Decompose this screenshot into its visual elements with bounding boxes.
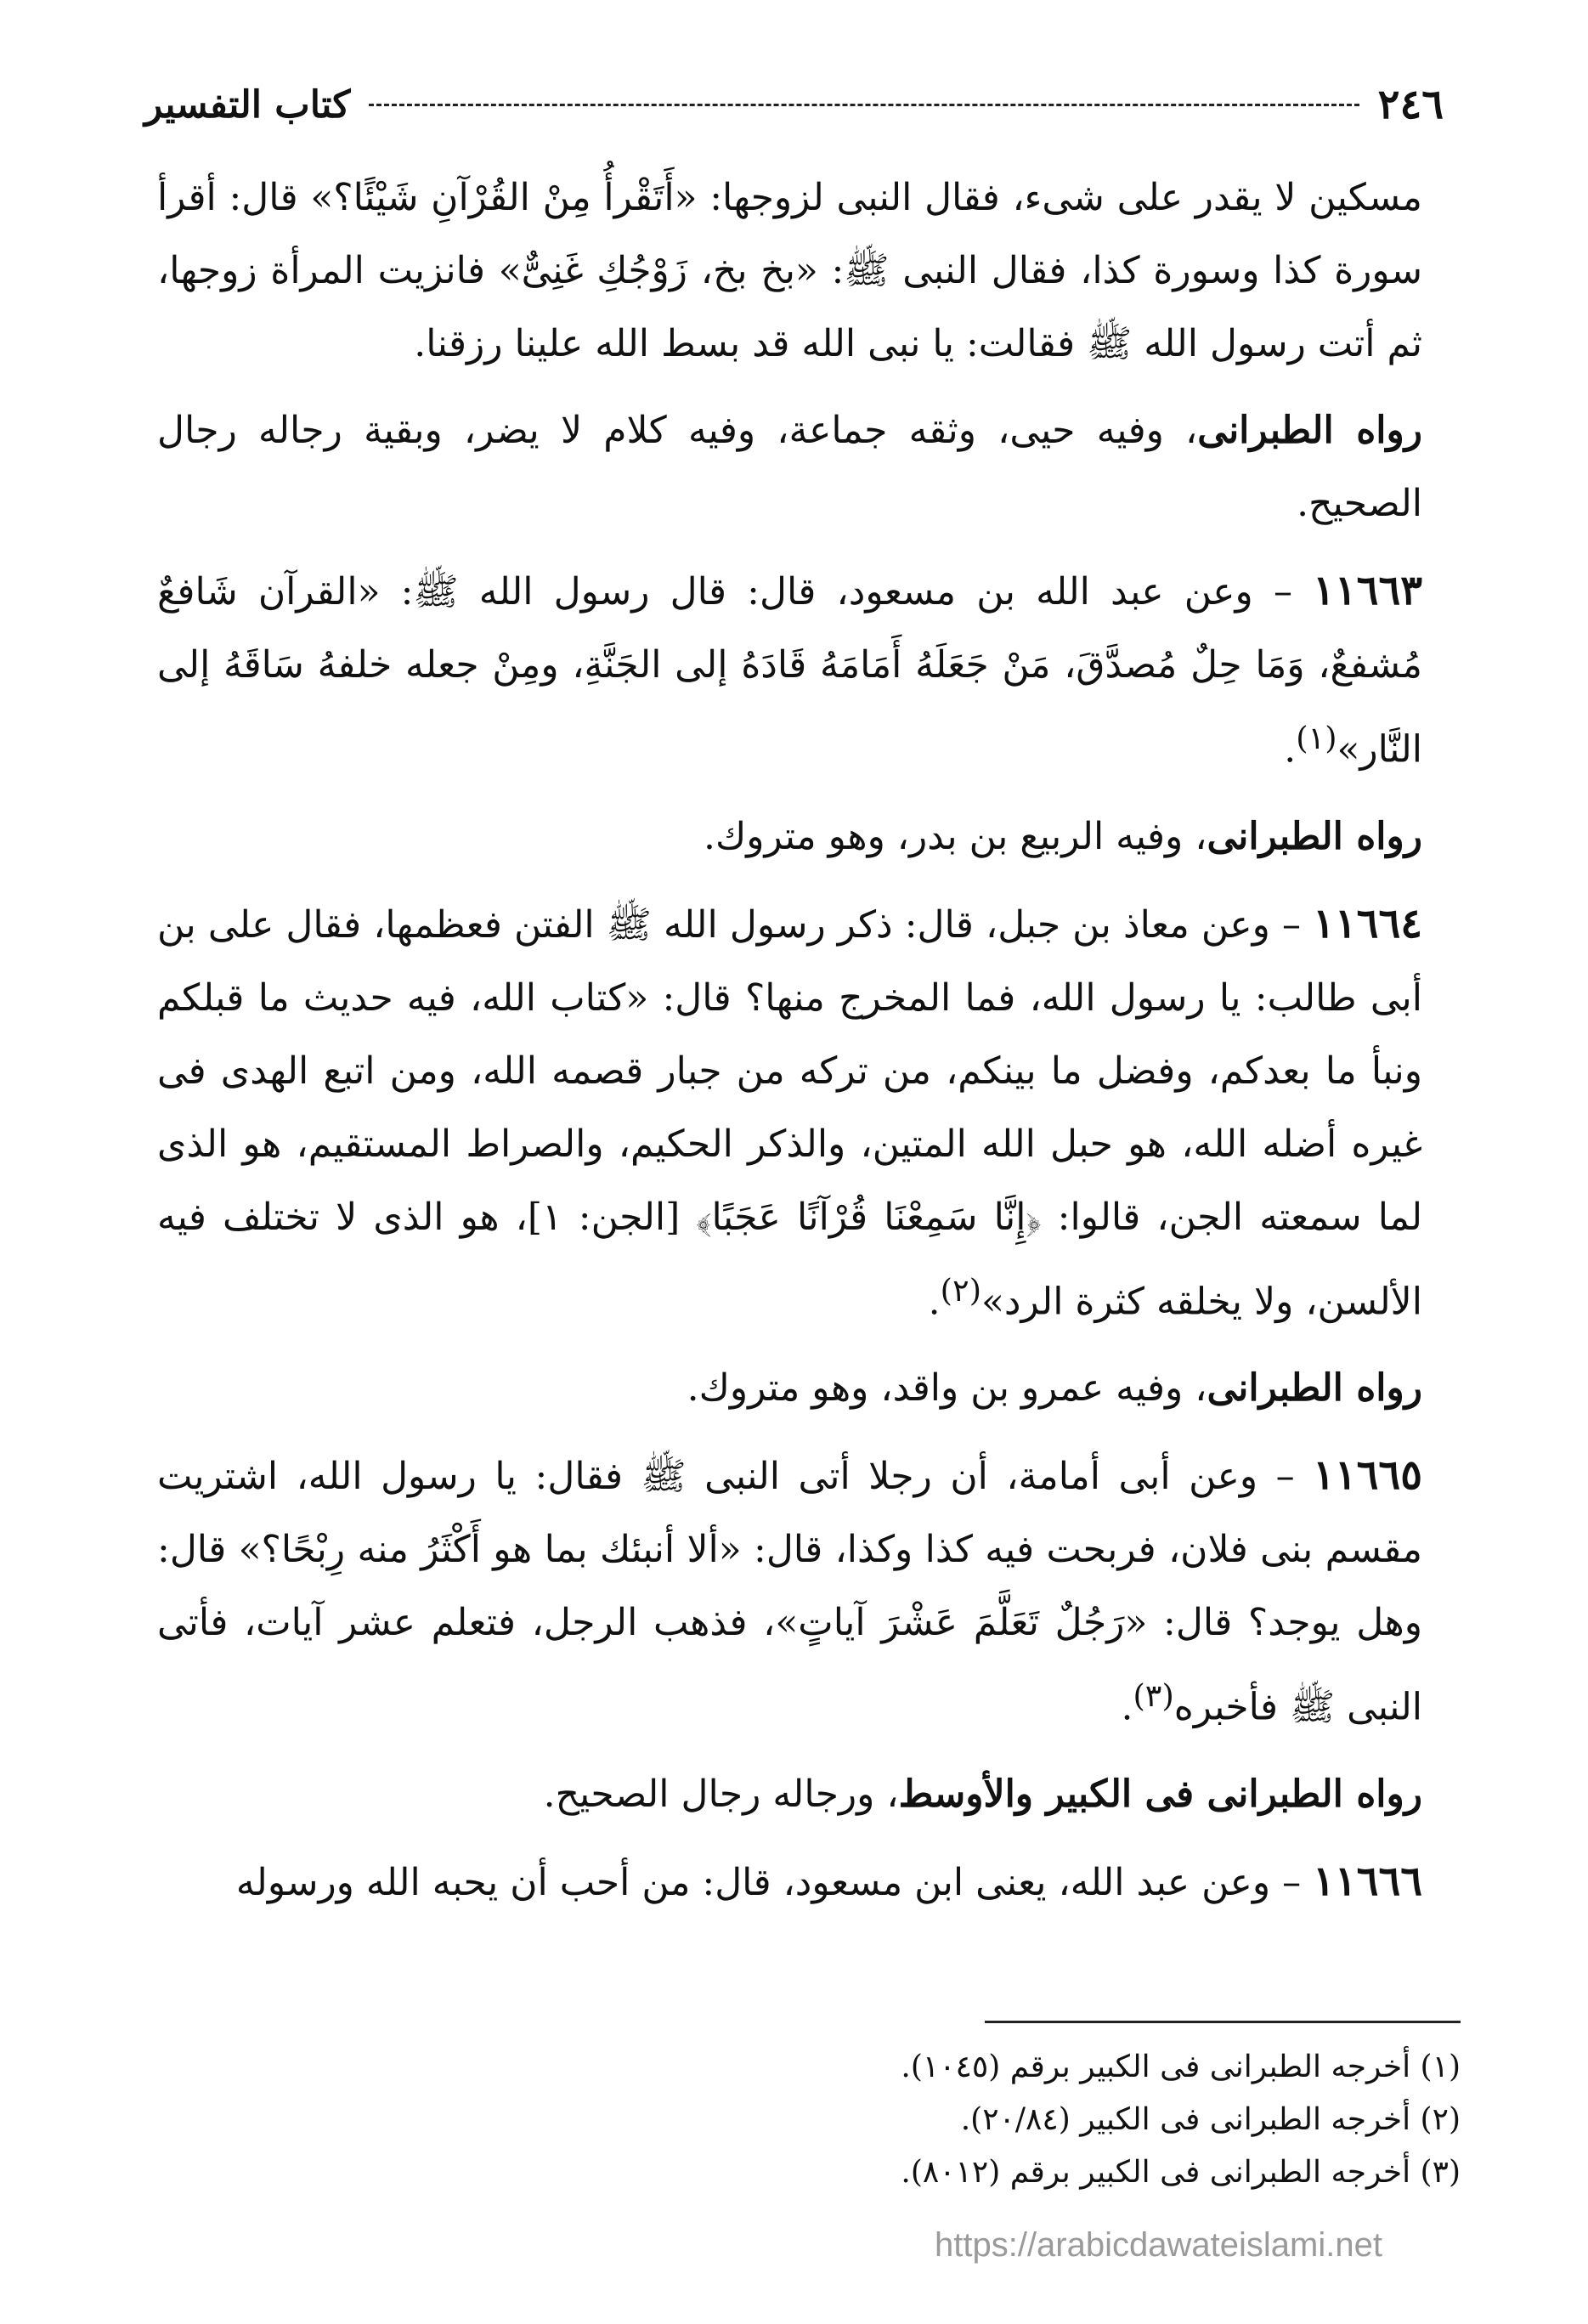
book-title: كتاب التفسير	[144, 82, 351, 127]
footnote-ref: (٢)	[940, 1271, 981, 1309]
watermark-url: https://arabicdawateislami.net	[935, 2226, 1382, 2264]
hadith-text: – وعن عبد الله، يعنى ابن مسعود، قال: من أحب أن يحبه الله ورسوله	[235, 1860, 1302, 1904]
footnote-ref: (٣)	[1133, 1677, 1174, 1715]
narrator-label: رواه الطبرانى	[1197, 409, 1423, 452]
narration-text: ، وفيه الربيع بن بدر، وهو متروك.	[704, 814, 1207, 858]
hadith-entry: ١١٦٦٣ – وعن عبد الله بن مسعود، قال: قال رسول الله ﷺ: «القرآن شَافعٌ مُشفعٌ، وَمَا حِلٌ مُصدَّقَ، مَنْ جَعَلَهُ أَمَامَهُ قَادَهُ إلى الجَنَّةِ، ومِنْ جعله خلفهُ سَاقَهُ إلى النَّار»$^{(١)}$.	[157, 567, 1422, 772]
footnote: (٢) أخرجه الطبرانى فى الكبير (٢٠/٨٤).	[960, 2102, 1461, 2137]
footnotes	[425, 2041, 1461, 2199]
narration-note	[157, 1758, 1422, 1831]
narration-note	[157, 1352, 1422, 1425]
page-number: ٢٤٦	[1377, 81, 1444, 128]
hadith-entry	[157, 1845, 1422, 1920]
narration-note	[157, 394, 1422, 540]
hadith-number: ١١٦٦٦	[1313, 1857, 1422, 1905]
narration-text: ، ورجاله رجال الصحيح.	[543, 1772, 899, 1816]
page-body	[157, 161, 1422, 1933]
narration-text: ، وفيه حيى، وثقه جماعة، وفيه كلام لا يضر، وبقية رجاله رجال الصحيح.	[157, 409, 1422, 525]
hadith-text: – وعن معاذ بن جبل، قال: ذكر رسول الله ﷺ الفتن فعظمها، فقال على بن أبى طالب: يا رسول الله، فما المخرج منها؟ قال: «كتاب الله، فيه حديث ما قبلكم ونبأ ما بعدكم، وفضل ما بينكم، من تركه من جبار قصمه الله، ومن اتبع الهدى فى غيره أضله الله، هو حبل الله المتين، والذكر الحكيم، والصراط المستقيم، هو الذى لما سمعته الجن، قالوا: ﴿إِنَّا سَمِعْنَا قُرْآنًا عَجَبًا﴾ [الجن: ١]، هو الذى لا تختلف فيه الألسن، ولا يخلقه كثرة الرد»	[157, 902, 1422, 1324]
narration-text: ، وفيه عمرو بن واقد، وهو متروك.	[687, 1366, 1207, 1411]
footnote-ref: (١)	[1296, 720, 1337, 756]
hadith-number: ١١٦٦٥	[1313, 1451, 1422, 1500]
page-header	[144, 75, 1444, 134]
hadith-entry: ١١٦٦٥ – وعن أبى أمامة، أن رجلا أتى النبى ﷺ فقال: يا رسول الله، اشتريت مقسم بنى فلان، فربحت فيه كذا وكذا، قال: «ألا أنبئك بما هو أَكْثَرُ منه رِبْحًا؟» قال: وهل يوجد؟ قال: «رَجُلٌ تَعَلَّمَ عَشْرَ آياتٍ»، فذهب الرجل، فتعلم عشر آيات، فأتى النبى ﷺ فأخبره$^{(٣)}$.	[157, 1451, 1422, 1729]
narrator-label: رواه الطبرانى	[1207, 814, 1422, 858]
footnote: (١) أخرجه الطبرانى فى الكبير برقم (١٠٤٥).	[901, 2050, 1461, 2084]
header-divider	[369, 104, 1359, 106]
hadith-number: ١١٦٦٣	[1313, 567, 1422, 614]
narrator-label: رواه الطبرانى	[1207, 1366, 1422, 1411]
narrator-label: رواه الطبرانى فى الكبير والأوسط	[898, 1772, 1422, 1816]
hadith-text: – وعن عبد الله بن مسعود، قال: قال رسول الله ﷺ: «القرآن شَافعٌ مُشفعٌ، وَمَا حِلٌ مُصدَّقَ، مَنْ جَعَلَهُ أَمَامَهُ قَادَهُ إلى الجَنَّةِ، ومِنْ جعله خلفهُ سَاقَهُ إلى النَّار»	[157, 570, 1422, 772]
paragraph: مسكين لا يقدر على شىء، فقال النبى لزوجها: «أَتَقْرأُ مِنْ القُرْآنِ شَيْئًا؟» قال: أقرأ سورة كذا وسورة كذا، فقال النبى ﷺ: «بخ بخ، زَوْجُكِ غَنِىٌّ» فانزيت المرأة زوجها، ثم أتت رسول الله ﷺ فقالت: يا نبى الله قد بسط الله علينا رزقنا.	[157, 176, 1422, 365]
hadith-text: – وعن أبى أمامة، أن رجلا أتى النبى ﷺ فقال: يا رسول الله، اشتريت مقسم بنى فلان، فربحت فيه كذا وكذا، قال: «ألا أنبئك بما هو أَكْثَرُ منه رِبْحًا؟» قال: وهل يوجد؟ قال: «رَجُلٌ تَعَلَّمَ عَشْرَ آياتٍ»، فذهب الرجل، فتعلم عشر آيات، فأتى النبى ﷺ فأخبره	[157, 1455, 1422, 1729]
narration-note	[157, 800, 1422, 874]
footnote: (٣) أخرجه الطبرانى فى الكبير برقم (٨٠١٢).	[901, 2155, 1461, 2190]
hadith-number: ١١٦٦٤	[1313, 899, 1422, 947]
hadith-entry: ١١٦٦٤ – وعن معاذ بن جبل، قال: ذكر رسول الله ﷺ الفتن فعظمها، فقال على بن أبى طالب: يا رسول الله، فما المخرج منها؟ قال: «كتاب الله، فيه حديث ما قبلكم ونبأ ما بعدكم، وفضل ما بينكم، من تركه من جبار قصمه الله، ومن اتبع الهدى فى غيره أضله الله، هو حبل الله المتين، والذكر الحكيم، والصراط المستقيم، هو الذى لما سمعته الجن، قالوا: ﴿إِنَّا سَمِعْنَا قُرْآنًا عَجَبًا﴾ [الجن: ١]، هو الذى لا تختلف فيه الألسن، ولا يخلقه كثرة الرد»$^{(٢)}$.	[157, 899, 1422, 1324]
footnote-separator	[985, 2021, 1461, 2023]
